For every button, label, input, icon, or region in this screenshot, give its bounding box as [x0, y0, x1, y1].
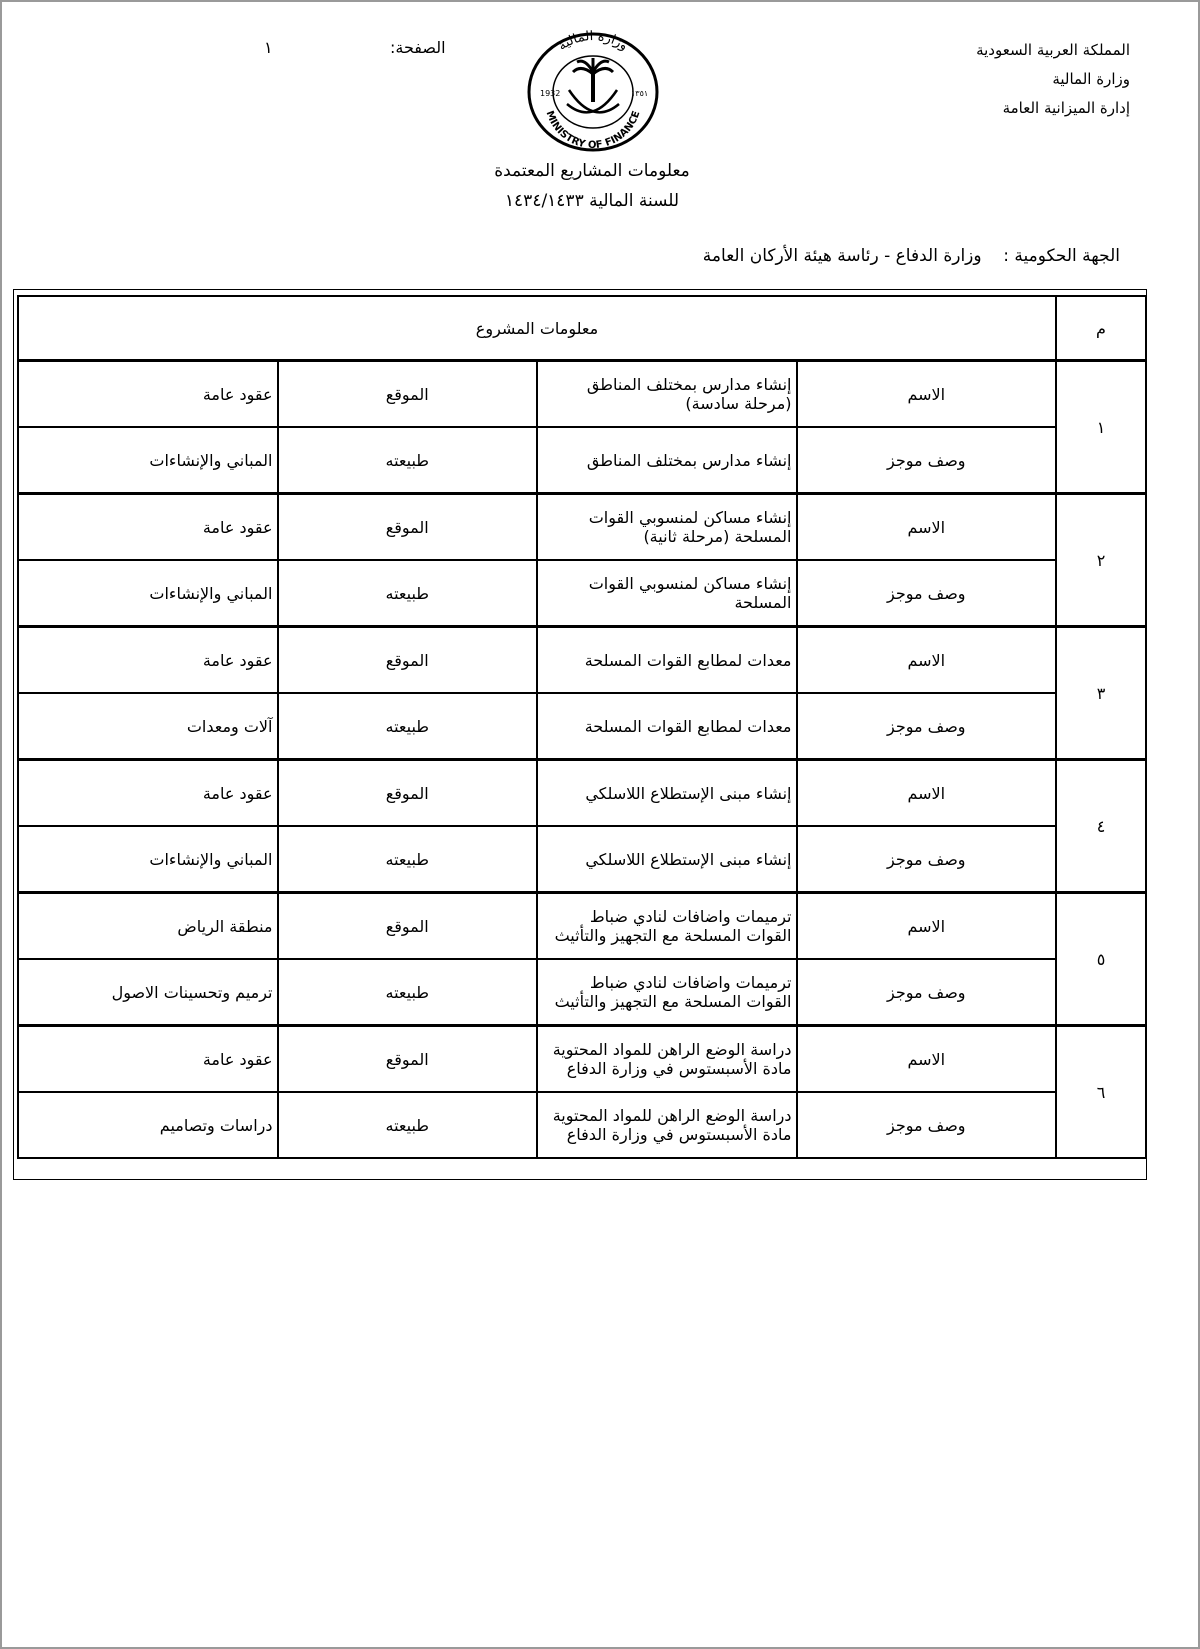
- table-row: [18, 893, 1146, 960]
- project-name: ترميمات واضافات لنادي ضباط القوات المسلحة مع التجهيز والتأثيث: [537, 893, 797, 960]
- col-header-number: م: [1056, 296, 1146, 361]
- location-label: الموقع: [278, 361, 538, 428]
- desc-label: وصف موجز: [797, 560, 1057, 627]
- project-location: عقود عامة: [18, 361, 278, 428]
- project-location: منطقة الرياض: [18, 893, 278, 960]
- desc-label: وصف موجز: [797, 427, 1057, 494]
- logo-arabic-text: وزارة المالية: [555, 30, 631, 54]
- location-label: الموقع: [278, 627, 538, 694]
- project-location: عقود عامة: [18, 627, 278, 694]
- table-row: [18, 1026, 1146, 1093]
- name-label: الاسم: [797, 627, 1057, 694]
- issuer-block: [976, 36, 1130, 123]
- project-nature: المباني والإنشاءات: [18, 826, 278, 893]
- project-number: ٥: [1056, 893, 1146, 1026]
- col-header-project-info: معلومات المشروع: [18, 296, 1056, 361]
- project-description: ترميمات واضافات لنادي ضباط القوات المسلحة مع التجهيز والتأثيث: [537, 959, 797, 1026]
- table-row: [18, 627, 1146, 694]
- logo-year-right: ١٣٥١: [631, 89, 649, 98]
- department-name: إدارة الميزانية العامة: [1002, 99, 1130, 117]
- project-description: إنشاء مبنى الإستطلاع اللاسلكي: [537, 826, 797, 893]
- table-row: [18, 560, 1146, 627]
- nature-label: طبيعته: [278, 693, 538, 760]
- project-nature: المباني والإنشاءات: [18, 560, 278, 627]
- name-label: الاسم: [797, 760, 1057, 827]
- project-name: إنشاء مدارس بمختلف المناطق (مرحلة سادسة): [537, 361, 797, 428]
- project-name: دراسة الوضع الراهن للمواد المحتوية مادة الأسبستوس في وزارة الدفاع: [537, 1026, 797, 1093]
- table-row: [18, 427, 1146, 494]
- project-location: عقود عامة: [18, 1026, 278, 1093]
- logo-year-left: 1932: [540, 89, 561, 98]
- ministry-logo: [523, 30, 663, 154]
- svg-text:MINISTRY OF FINANCE: [544, 109, 643, 151]
- table-row: [18, 760, 1146, 827]
- page-number: ١: [264, 38, 273, 57]
- document-title: [0, 156, 1200, 216]
- nature-label: طبيعته: [278, 560, 538, 627]
- ministry-name: وزارة المالية: [1052, 70, 1130, 88]
- nature-label: طبيعته: [278, 1092, 538, 1158]
- table-row: [18, 361, 1146, 428]
- page-label: الصفحة:: [390, 38, 446, 57]
- table-row: [18, 826, 1146, 893]
- project-nature: ترميم وتحسينات الاصول: [18, 959, 278, 1026]
- location-label: الموقع: [278, 1026, 538, 1093]
- project-description: إنشاء مساكن لمنسوبي القوات المسلحة: [537, 560, 797, 627]
- kingdom-name: المملكة العربية السعودية: [976, 41, 1130, 59]
- entity-label: الجهة الحكومية :: [1003, 246, 1120, 266]
- desc-label: وصف موجز: [797, 693, 1057, 760]
- palm-swords-emblem: [567, 58, 619, 112]
- project-name: إنشاء مساكن لمنسوبي القوات المسلحة (مرحلة ثانية): [537, 494, 797, 561]
- nature-label: طبيعته: [278, 826, 538, 893]
- project-description: معدات لمطابع القوات المسلحة: [537, 693, 797, 760]
- projects-table: [17, 295, 1147, 1159]
- name-label: الاسم: [797, 494, 1057, 561]
- project-name: إنشاء مبنى الإستطلاع اللاسلكي: [537, 760, 797, 827]
- project-number: ٣: [1056, 627, 1146, 760]
- name-label: الاسم: [797, 1026, 1057, 1093]
- project-number: ٦: [1056, 1026, 1146, 1159]
- svg-text:وزارة المالية: [555, 30, 630, 54]
- project-number: ١: [1056, 361, 1146, 494]
- entity-value: وزارة الدفاع - رئاسة هيئة الأركان العامة: [702, 246, 982, 266]
- project-description: إنشاء مدارس بمختلف المناطق: [537, 427, 797, 494]
- project-number: ٤: [1056, 760, 1146, 893]
- desc-label: وصف موجز: [797, 1092, 1057, 1158]
- project-description: دراسة الوضع الراهن للمواد المحتوية مادة الأسبستوس في وزارة الدفاع: [537, 1092, 797, 1158]
- nature-label: طبيعته: [278, 427, 538, 494]
- desc-label: وصف موجز: [797, 959, 1057, 1026]
- project-location: عقود عامة: [18, 494, 278, 561]
- project-location: عقود عامة: [18, 760, 278, 827]
- table-row: [18, 494, 1146, 561]
- project-nature: آلات ومعدات: [18, 693, 278, 760]
- project-nature: المباني والإنشاءات: [18, 427, 278, 494]
- project-nature: دراسات وتصاميم: [18, 1092, 278, 1158]
- title-line-1: معلومات المشاريع المعتمدة: [494, 161, 690, 181]
- government-entity: [703, 246, 1120, 266]
- project-name: معدات لمطابع القوات المسلحة: [537, 627, 797, 694]
- table-row: [18, 959, 1146, 1026]
- title-line-2: للسنة المالية ١٤٣٤/١٤٣٣: [504, 191, 680, 211]
- location-label: الموقع: [278, 494, 538, 561]
- table-row: [18, 693, 1146, 760]
- nature-label: طبيعته: [278, 959, 538, 1026]
- table-row: [18, 1092, 1146, 1158]
- name-label: الاسم: [797, 361, 1057, 428]
- location-label: الموقع: [278, 893, 538, 960]
- name-label: الاسم: [797, 893, 1057, 960]
- location-label: الموقع: [278, 760, 538, 827]
- project-number: ٢: [1056, 494, 1146, 627]
- logo-english-text: MINISTRY OF FINANCE: [543, 109, 643, 152]
- desc-label: وصف موجز: [797, 826, 1057, 893]
